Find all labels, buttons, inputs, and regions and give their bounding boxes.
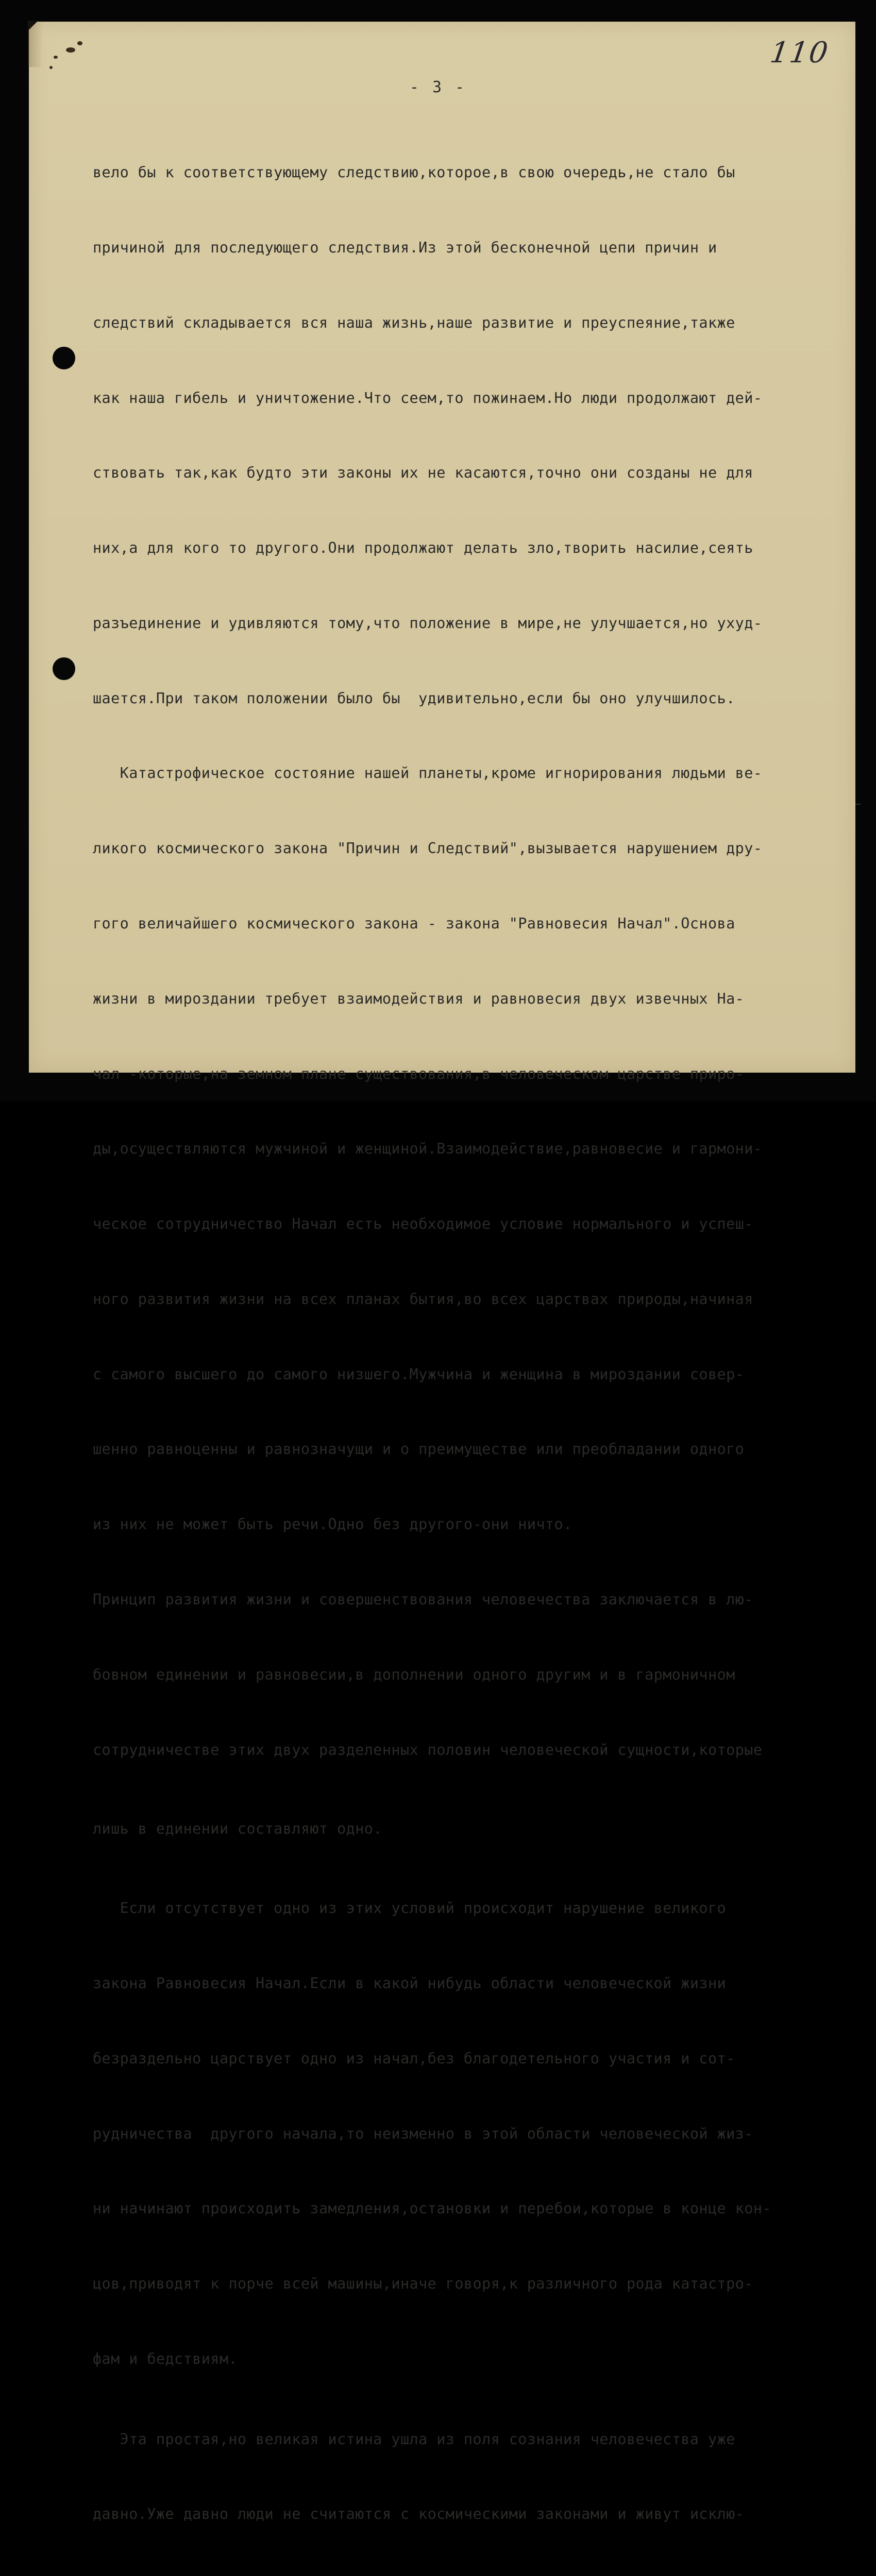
text-line: них,а для кого то другого.Они продолжают делать зло,творить насилие,сеять <box>93 539 753 557</box>
text-line: ного развития жизни на всех планах бытия,во всех царствах природы,начиная <box>93 1290 753 1308</box>
text-line: чал -которые,на земном плане существования,в человеческом царстве приро- <box>93 1065 745 1082</box>
text-line: Принцип развития жизни и совершенствования человечества заключается в лю- <box>93 1591 753 1608</box>
archive-folio-number: 110 <box>768 36 831 70</box>
text-line: из них не может быть речи.Одно без другого-они ничто. <box>93 1516 572 1533</box>
ink-stain <box>66 47 75 53</box>
text-line: гого величайшего космического закона - закона "Равновесия Начал".Основа <box>93 915 735 932</box>
text-line: закона Равновесия Начал.Если в какой нибудь области человеческой жизни <box>93 1974 727 1992</box>
punch-hole <box>53 657 75 680</box>
text-line: бовном единении и равновесии,в дополнении одного другим и в гармоничном <box>93 1666 735 1683</box>
text-line: Эта простая,но великая истина ушла из поля сознания человечества уже <box>93 2430 735 2448</box>
text-line: как наша гибель и уничтожение.Что сеем,то пожинаем.Но люди продолжают дей- <box>93 389 763 406</box>
typewritten-body <box>93 110 835 2576</box>
ink-stain <box>49 66 53 69</box>
text-line: следствий складывается вся наша жизнь,наше развитие и преуспеяние,также <box>93 314 735 331</box>
text-line: вело бы к соответствующему следствию,которое,в свою очередь,не стало бы <box>93 164 735 181</box>
text-line: лишь в единении составляют одно. <box>93 1820 382 1838</box>
punch-hole <box>53 347 75 369</box>
text-line: ствовать так,как будто эти законы их не касаются,точно они созданы не для <box>93 464 753 482</box>
text-line: давно.Уже давно люди не считаются с космическими законами и живут исклю- <box>93 2505 745 2523</box>
text-line: сотрудничестве этих двух разделенных половин человеческой сущности,которые <box>93 1741 763 1758</box>
text-line: ликого космического закона "Причин и Следствий",вызывается нарушением дру- <box>93 840 763 857</box>
ink-stain <box>77 41 82 45</box>
text-line: разъединение и удивляются тому,что положение в мире,не улучшается,но ухуд- <box>93 614 763 632</box>
text-line: ды,осуществляются мужчиной и женщиной.Взаимодействие,равновесие и гармони- <box>93 1140 763 1158</box>
text-line: шенно равноценны и равнозначущи и о преимуществе или преобладании одного <box>93 1440 745 1458</box>
text-line: причиной для последующего следствия.Из этой бесконечной цепи причин и <box>93 239 717 256</box>
page-number: - 3 - <box>409 78 467 96</box>
text-line: с самого высшего до самого низшего.Мужчина и женщина в мироздании совер- <box>93 1365 745 1383</box>
text-line: ческое сотрудничество Начал есть необходимое условие нормального и успеш- <box>93 1215 753 1233</box>
text-line: ни начинают происходить замедления,остановки и перебои,которые в конце кон- <box>93 2200 771 2217</box>
text-line: безраздельно царствует одно из начал,без благодетельного участия и сот- <box>93 2049 735 2067</box>
margin-mark <box>855 804 861 805</box>
text-line: шается.При таком положении было бы удивительно,если бы оно улучшилось. <box>93 689 735 707</box>
text-line: жизни в мироздании требует взаимодействия и равновесия двух извечных На- <box>93 990 745 1007</box>
text-line: Катастрофическое состояние нашей планеты,кроме игнорирования людьми ве- <box>93 765 763 782</box>
text-line: фам и бедствиям. <box>93 2350 238 2367</box>
ink-stain <box>54 56 58 59</box>
text-line: рудничества другого начала,то неизменно в этой области человеческой жиз- <box>93 2125 753 2142</box>
text-line: цов,приводят к порче всей машины,иначе говоря,к различного рода катастро- <box>93 2275 753 2293</box>
folded-corner <box>28 21 43 67</box>
text-line: Если отсутствует одно из этих условий происходит нарушение великого <box>93 1900 727 1917</box>
